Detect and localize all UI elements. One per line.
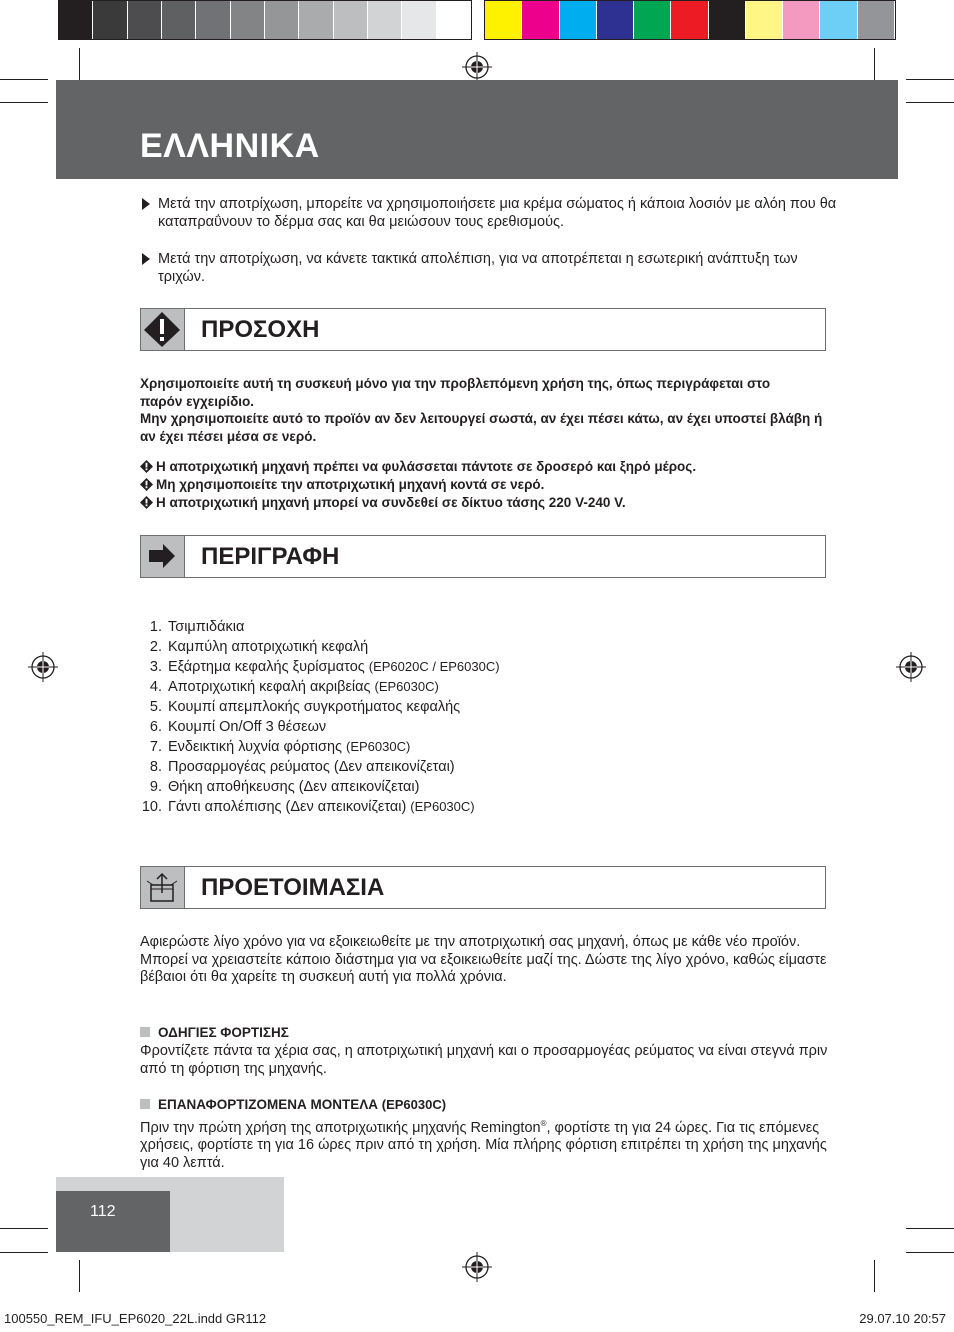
list-item-text: Κουμπί απεμπλοκής συγκροτήματος κεφαλής — [168, 699, 461, 715]
crop-mark — [874, 48, 875, 80]
intro-bullet: Μετά την αποτρίχωση, μπορείτε να χρησιμοποιήσετε μια κρέμα σώματος ή κάποια λοσιόν με αλόη που θα καταπραΰνουν το δέρμα σας και θα μειώσουν τους ερεθισμούς. — [158, 196, 837, 230]
arrow-right-icon — [141, 536, 183, 576]
list-item-text: Θήκη αποθήκευσης (Δεν απεικονίζεται) — [168, 779, 420, 795]
crop-mark — [0, 1228, 48, 1229]
section-title: ΠΕΡΙΓΡΑΦΗ — [201, 543, 340, 570]
list-item-number: 8. — [149, 759, 162, 775]
list-item-number: 7. — [149, 739, 162, 755]
description-list-item — [134, 677, 439, 697]
color-swatch — [709, 1, 746, 39]
color-swatch — [59, 1, 93, 39]
list-item-text: Καμπύλη αποτριχωτική κεφαλή — [168, 639, 369, 655]
crop-mark — [906, 1252, 954, 1253]
box-arrow-up-icon — [141, 867, 183, 907]
square-bullet-icon — [140, 1027, 150, 1037]
square-bullet-icon — [140, 1099, 150, 1109]
list-item-number: 1. — [149, 619, 162, 635]
color-swatch — [671, 1, 708, 39]
registration-mark-icon — [896, 652, 926, 682]
warning-item: Η αποτριχωτική μηχανή πρέπει να φυλάσσεται πάντοτε σε δροσερό και ξηρό μέρος. — [140, 458, 696, 475]
description-list-item — [134, 777, 419, 797]
charging-text: Φροντίζετε πάντα τα χέρια σας, η αποτριχωτική μηχανή και ο προσαρμογέας ρεύματος να είναι στεγνά πριν από τη φόρτιση της μηχανής. — [140, 1043, 828, 1077]
crop-mark — [906, 1228, 954, 1229]
color-swatch — [231, 1, 265, 39]
description-list-item — [134, 797, 475, 817]
subheading-rechargeable: ΕΠΑΝΑΦΟΡΤΙΖΟΜΕΝΑ ΜΟΝΤΕΛΑ (EP6030C) — [140, 1096, 446, 1114]
process-color-bar — [484, 0, 896, 40]
color-swatch — [368, 1, 402, 39]
description-list-item — [134, 757, 455, 777]
footer-slug-left: 100550_REM_IFU_EP6020_22L.indd GR112 — [4, 1311, 267, 1326]
list-item-model-note: (EP6030C) — [374, 679, 439, 694]
color-swatch — [128, 1, 162, 39]
color-swatch — [783, 1, 820, 39]
description-list-item — [134, 697, 460, 717]
list-item-model-note: (EP6030C) — [346, 739, 411, 754]
list-item-number: 6. — [149, 719, 162, 735]
list-item-text: Προσαρμογέας ρεύματος (Δεν απεικονίζεται) — [168, 759, 455, 775]
warning-diamond-icon — [141, 309, 183, 349]
list-item-number: 9. — [149, 779, 162, 795]
preparation-intro: Αφιερώστε λίγο χρόνο για να εξοικειωθείτε με την αποτριχωτική σας μηχανή, όπως με κάθε νέο προϊόν. Μπορεί να χρειαστείτε κάποιο διάστημα για να εξοικειωθείτε μαζί της. Δώστε της λίγο χρόνο, καθώς είμαστε βέβαιοι ότι θα χαρείτε τη συσκευή αυτή για πολλά χρόνια. — [140, 934, 827, 985]
color-swatch — [485, 1, 522, 39]
list-item-text: Ενδεικτική λυχνία φόρτισης — [168, 739, 343, 755]
list-item-text: Γάντι απολέπισης (Δεν απεικονίζεται) — [168, 799, 407, 815]
list-item-number: 5. — [149, 699, 162, 715]
caution-paragraph: Μην χρησιμοποιείτε αυτό το προϊόν αν δεν λειτουργεί σωστά, αν έχει πέσει κάτω, αν έχει υποστεί βλάβη ή αν έχει πέσει μέσα σε νερό. — [140, 411, 823, 444]
description-list-item — [134, 737, 410, 757]
page-number-box — [56, 1177, 284, 1252]
registration-mark-icon — [462, 1252, 492, 1282]
crop-mark — [874, 1260, 875, 1292]
color-swatch — [437, 1, 471, 39]
list-item-text: Κουμπί On/Off 3 θέσεων — [168, 719, 327, 735]
warning-small-icon — [140, 496, 153, 509]
subheading-charging: ΟΔΗΓΙΕΣ ΦΟΡΤΙΣΗΣ — [140, 1024, 289, 1042]
color-swatch — [858, 1, 895, 39]
color-swatch — [746, 1, 783, 39]
crop-mark — [0, 102, 48, 103]
crop-mark — [0, 79, 48, 80]
section-caution — [140, 308, 826, 351]
list-item-number: 2. — [149, 639, 162, 655]
color-swatch — [162, 1, 196, 39]
crop-mark — [79, 1260, 80, 1292]
color-swatch — [93, 1, 127, 39]
color-swatch — [522, 1, 559, 39]
section-description — [140, 535, 826, 578]
description-list-item — [134, 657, 500, 677]
recharge-text: Πριν την πρώτη χρήση της αποτριχωτικής μηχανής Remington®, φορτίστε τη για 24 ώρες. Για τις επόμενες χρήσεις, φορτίστε τη για 16 ώρες πριν από τη χρήση. Μία πλήρης φόρτιση επιτρέπει τη χρήση της μηχανής για 40 λεπτά. — [140, 1119, 827, 1171]
header-band — [56, 80, 898, 179]
warning-item: Μη χρησιμοποιείτε την αποτριχωτική μηχανή κοντά σε νερό. — [140, 476, 544, 493]
color-swatch — [265, 1, 299, 39]
color-swatch — [196, 1, 230, 39]
list-item-text: Εξάρτημα κεφαλής ξυρίσματος — [168, 659, 365, 675]
registration-mark-icon — [462, 52, 492, 82]
registration-mark-icon — [28, 652, 58, 682]
color-swatch — [299, 1, 333, 39]
list-item-number: 10. — [141, 799, 162, 815]
list-item-text: Τσιμπιδάκια — [168, 619, 245, 635]
color-swatch — [402, 1, 436, 39]
caution-paragraph: Χρησιμοποιείτε αυτή τη συσκευή μόνο για την προβλεπόμενη χρήση της, όπως περιγράφεται στο παρόν εγχειρίδιο. — [140, 376, 771, 409]
page-title: ΕΛΛΗΝΙΚΑ — [140, 127, 320, 165]
crop-mark — [0, 1252, 48, 1253]
color-swatch — [820, 1, 857, 39]
section-preparation — [140, 866, 826, 909]
description-list-item — [134, 617, 244, 637]
description-list-item — [134, 717, 326, 737]
list-item-model-note: (EP6020C / EP6030C) — [368, 659, 500, 674]
list-item-number: 4. — [149, 679, 162, 695]
warning-item: Η αποτριχωτική μηχανή μπορεί να συνδεθεί σε δίκτυο τάσης 220 V-240 V. — [140, 494, 626, 511]
color-swatch — [634, 1, 671, 39]
warning-small-icon — [140, 478, 153, 491]
grayscale-color-bar — [58, 0, 472, 40]
section-title: ΠΡΟΣΟΧΗ — [201, 316, 320, 343]
page-number: 112 — [90, 1203, 116, 1220]
footer-slug-right: 29.07.10 20:57 — [859, 1311, 946, 1326]
crop-mark — [906, 102, 954, 103]
section-title: ΠΡΟΕΤΟΙΜΑΣΙΑ — [201, 874, 385, 901]
description-list-item — [134, 637, 368, 657]
list-item-model-note: (EP6030C) — [410, 799, 475, 814]
color-swatch — [597, 1, 634, 39]
color-swatch — [334, 1, 368, 39]
crop-mark — [79, 48, 80, 80]
list-item-text: Αποτριχωτική κεφαλή ακριβείας — [168, 679, 371, 695]
list-item-number: 3. — [149, 659, 162, 675]
color-swatch — [560, 1, 597, 39]
bullet-arrow-icon — [142, 253, 150, 265]
crop-mark — [906, 79, 954, 80]
intro-bullet: Μετά την αποτρίχωση, να κάνετε τακτικά απολέπιση, για να αποτρέπεται η εσωτερική ανάπτυξη των τριχών. — [158, 251, 798, 285]
bullet-arrow-icon — [142, 198, 150, 210]
warning-small-icon — [140, 460, 153, 473]
